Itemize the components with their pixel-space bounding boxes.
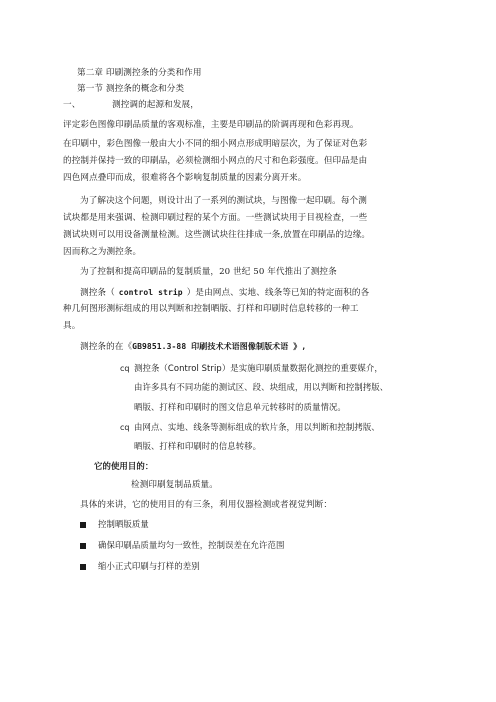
paragraph-4: 为了控制和提高印刷品的复制质量，20 世纪 50 年代推出了测控条 — [80, 267, 337, 277]
paragraph-3-line-1: 为了解决这个问题，则设计出了一系列的测试块，与图像一起印刷。每个测 — [80, 196, 367, 206]
paragraph-5-prefix: 测控条（ — [80, 288, 115, 298]
paragraph-2-line-1: 在印刷中，彩色图像一般由大小不同的细小网点形成明暗层次，为了保证对色彩 — [63, 139, 368, 149]
subsection-number: 一、 — [63, 100, 81, 110]
paragraph-5-line-1 — [80, 287, 369, 299]
bullet-2-line-2: 晒版、打样和印刷时的信息转移。 — [134, 441, 262, 451]
paragraph-2-line-3: 四色网点叠印而成，很难将各个影响复制质量的因素分离开来。 — [63, 173, 307, 183]
square-bullet-icon — [80, 543, 86, 549]
list-item: 控制晒版质量 — [98, 519, 149, 529]
paragraph-6-prefix: 测控条的在《 — [80, 342, 133, 352]
paragraph-6 — [80, 341, 306, 353]
square-bullet-icon — [80, 564, 86, 570]
list-item: 缩小正式印刷与打样的差别 — [98, 561, 200, 571]
control-strip-term: control strip — [118, 288, 183, 297]
standard-reference: GB9851.3-88 印刷技术术语图像制版术语 》, — [132, 342, 307, 351]
bullet-2-line-1: 由网点、实地、线条等测标组成的软片条，用以判断和控制拷版、 — [134, 422, 380, 432]
bullet-1-icon: cq — [120, 364, 130, 373]
section-heading: 第一节 测控条的概念和分类 — [77, 84, 185, 94]
list-item: 确保印刷品质量均匀一致性，控制误差在允许范围 — [98, 540, 285, 550]
purpose-text: 检测印刷复制品质量。 — [131, 480, 218, 490]
paragraph-5-line-2: 种几何图形测标组成的用以判断和控制晒版、打样和印刷时信息转移的一种工 — [63, 304, 359, 314]
paragraph-3-line-3: 测试块则可以用设备测量检测。这些测试块往往排成一条,放置在印刷品的边缘。 — [63, 230, 371, 240]
paragraph-3-line-4: 因而称之为测控条。 — [63, 247, 142, 257]
chapter-heading: 第二章 印刷测控条的分类和作用 — [77, 68, 202, 78]
paragraph-1: 评定彩色图像印刷品质量的客观标准，主要是印刷品的阶调再现和色彩再现。 — [63, 120, 359, 130]
bullet-2-icon: cq — [120, 423, 130, 432]
subsection-title: 测控调的起源和发展， — [112, 100, 199, 110]
bullet-1-line-3: 晒版、打样和印刷时的图文信息单元转移时的质量情况。 — [134, 402, 346, 412]
paragraph-3-line-2: 试块都是用来强调、检测印刷过程的某个方面。一些测试块用于目视检查，一些 — [63, 213, 368, 223]
purpose-heading: 它的使用目的： — [94, 461, 154, 471]
paragraph-5-line-3: 具。 — [63, 321, 81, 331]
paragraph-5-suffix: ）是由网点、实地、线条等已知的特定面积的各 — [186, 288, 370, 298]
paragraph-2-line-2: 的控制并保持一致的印刷品，必须检测细小网点的尺寸和色彩强度。但印品是由 — [63, 156, 368, 166]
square-bullet-icon — [80, 522, 86, 528]
purpose-detail: 具体的来讲，它的使用目的有三条，利用仪器检测或者视觉判断： — [80, 500, 333, 510]
bullet-1-line-1: 测控条（Control Strip）是实施印刷质量数据化测控的重要媒介， — [134, 363, 383, 373]
bullet-1-line-2: 由许多具有不同功能的测试区、段、块组成，用以判断和控制拷版、 — [134, 382, 389, 392]
